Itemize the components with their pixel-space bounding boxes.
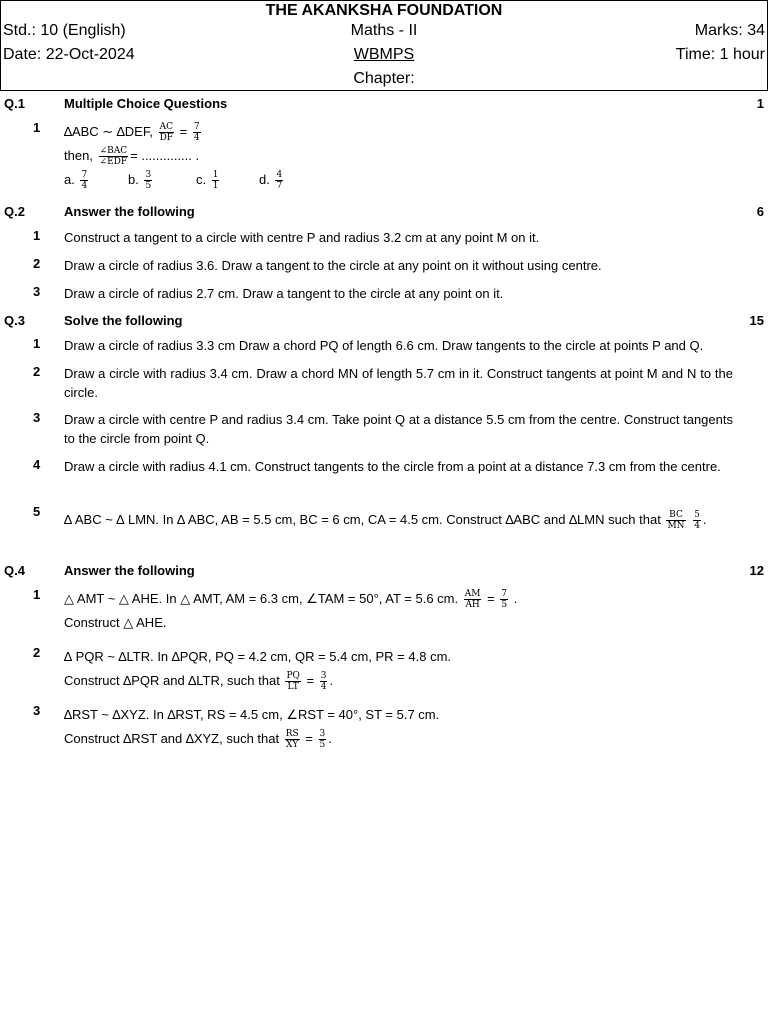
equals-sign: = [487,591,495,606]
chapter-label: Chapter: [353,70,415,87]
numerator: 1 [212,170,219,181]
then-text: then, [64,148,93,163]
denominator: AH [465,600,480,611]
fraction-pq-lt [285,671,300,692]
header-row-1 [3,22,765,44]
item-text: Draw a circle with centre P and radius 3.4 cm. Take point Q at a distance 5.5 cm from the centre. Construct tangents to the circle from point Q. [64,412,733,446]
question-number: Q.1 [4,96,25,111]
item-line-1 [64,587,733,611]
item-text [64,508,733,531]
mcq-line-2 [64,144,733,168]
denominator: ∠EDF [99,157,128,168]
period: . [328,731,332,746]
numerator: 3 [145,170,152,181]
option-label: a. [64,172,75,187]
item-statement: △ AMT ~ △ AHE. In △ AMT, AM = 6.3 cm, ∠TAM = 50°, AT = 5.6 cm. [64,591,459,606]
numerator: AC [159,122,173,133]
item-text: Draw a circle of radius 3.3 cm Draw a chord PQ of length 6.6 cm. Draw tangents to the circle at points P and Q. [64,338,704,353]
item-line-1: ∆ PQR ~ ∆LTR. In ∆PQR, PQ = 4.2 cm, QR = 5.4 cm, PR = 4.8 cm. [64,649,452,664]
header-row-3 [3,70,765,92]
item-text: Construct a tangent to a circle with centre P and radius 3.2 cm at any point M on it. [64,230,540,245]
item-text [64,703,733,751]
item-text [64,645,733,693]
equals-sign: = [179,124,188,139]
fraction-bc-mn [666,510,685,531]
item-line-2 [64,727,733,751]
question-title: Multiple Choice Questions [64,96,228,111]
denominator: 4 [694,521,700,532]
marks-label: Marks: 34 [694,22,765,39]
item-number: 1 [33,336,41,351]
answer-blank: = .............. . [130,148,200,163]
fraction-value [693,510,701,531]
denominator: 5 [319,740,326,751]
item-line-2 [64,669,733,693]
numerator: BC [666,510,685,521]
option-c[interactable] [196,168,221,192]
school-name: THE AKANKSHA FOUNDATION [265,2,503,19]
org-label: WBMPS [353,46,415,63]
date-label: Date: 22-Oct-2024 [3,46,135,63]
item-text: Draw a circle with radius 3.4 cm. Draw a chord MN of length 5.7 cm in it. Construct tangents at point M and N to the circle. [64,366,733,400]
numerator: RS [285,729,299,740]
item-statement: ∆ ABC ~ ∆ LMN. In ∆ ABC, AB = 5.5 cm, BC = 6 cm, CA = 4.5 cm. Construct ∆ABC and ∆LMN such that [64,512,661,527]
numerator: 7 [81,170,88,181]
time-label: Time: 1 hour [675,46,765,63]
question-title: Solve the following [64,313,183,328]
fraction-rs-xy [285,729,300,750]
numerator: 7 [193,122,200,133]
question-marks: 15 [749,313,764,328]
numerator: 5 [694,510,700,521]
item-number: 2 [33,364,41,379]
item-line-2: Construct △ AHE. [64,615,167,630]
mcq-line-1 [64,120,733,144]
header-row-2 [3,46,765,68]
item-number: 2 [33,256,41,271]
fraction-am-ah [464,589,482,610]
item-line-1: ∆RST ~ ∆XYZ. In ∆RST, RS = 4.5 cm, ∠RST = 40°, ST = 5.7 cm. [64,707,440,722]
option-b[interactable] [128,168,154,192]
numerator: 7 [501,589,508,600]
denominator: XY [286,740,299,751]
question-marks: 12 [749,563,764,578]
question-number: Q.2 [4,204,25,219]
denominator: 5 [501,600,508,611]
denominator: 4 [81,181,88,192]
item-text [64,587,733,635]
option-a[interactable] [64,168,90,192]
question-marks: 1 [756,96,764,111]
item-number: 3 [33,410,41,425]
item-text [64,120,733,192]
option-fraction [212,170,220,191]
denominator: 7 [276,181,283,192]
fraction-value [500,589,508,610]
option-d[interactable] [259,168,285,192]
item-number: 2 [33,645,41,660]
numerator: PQ [286,671,300,682]
question-title: Answer the following [64,204,195,219]
denominator: DF [159,133,174,144]
subject-label: Maths - II [350,22,418,39]
numerator: 3 [320,671,327,682]
question-title: Answer the following [64,563,195,578]
equals-sign: = [306,673,315,688]
paper-header [0,0,768,91]
item-number: 5 [33,504,41,519]
fraction-angle-ratio [99,146,129,167]
option-label: c. [196,172,207,187]
item-statement: Construct ∆PQR and ∆LTR, such that [64,673,280,688]
fraction-value [319,729,327,750]
period: . [329,673,334,688]
question-number: Q.4 [4,563,25,578]
mcq-statement: ∆ABC ∼ ∆DEF, [64,124,153,139]
denominator: 4 [193,133,200,144]
item-number: 4 [33,457,41,472]
numerator: ∠BAC [99,146,128,157]
period: . [702,512,707,527]
numerator: 4 [276,170,283,181]
denominator: 4 [320,682,327,693]
option-fraction [80,170,88,191]
item-text: Draw a circle with radius 4.1 cm. Construct tangents to the circle from a point at a distance 7.3 cm from the centre. [64,459,721,474]
mcq-options [64,168,733,192]
item-text: Draw a circle of radius 3.6. Draw a tangent to the circle at any point on it without using centre. [64,258,602,273]
fraction-ac-df [159,122,174,143]
item-text: Draw a circle of radius 2.7 cm. Draw a tangent to the circle at any point on it. [64,286,504,301]
item-number: 3 [33,703,41,718]
org-label-wrap [3,46,765,64]
fraction-value [320,671,328,692]
item-number: 1 [33,228,41,243]
denominator: 5 [145,181,152,192]
item-statement: Construct ∆RST and ∆XYZ, such that [64,731,280,746]
fraction-value [193,122,201,143]
option-fraction [275,170,283,191]
option-fraction [144,170,152,191]
numerator: 3 [319,729,326,740]
equals-sign: = [305,731,313,746]
question-number: Q.3 [4,313,25,328]
question-marks: 6 [756,204,764,219]
numerator: AM [464,589,481,600]
item-number: 3 [33,284,41,299]
item-number: 1 [33,587,41,602]
denominator: MN [667,521,685,532]
denominator: 1 [212,181,219,192]
option-label: b. [128,172,139,187]
standard-label: Std.: 10 (English) [3,22,126,39]
period: . [513,591,518,606]
denominator: LT [287,682,299,693]
item-number: 1 [33,120,41,135]
option-label: d. [259,172,270,187]
